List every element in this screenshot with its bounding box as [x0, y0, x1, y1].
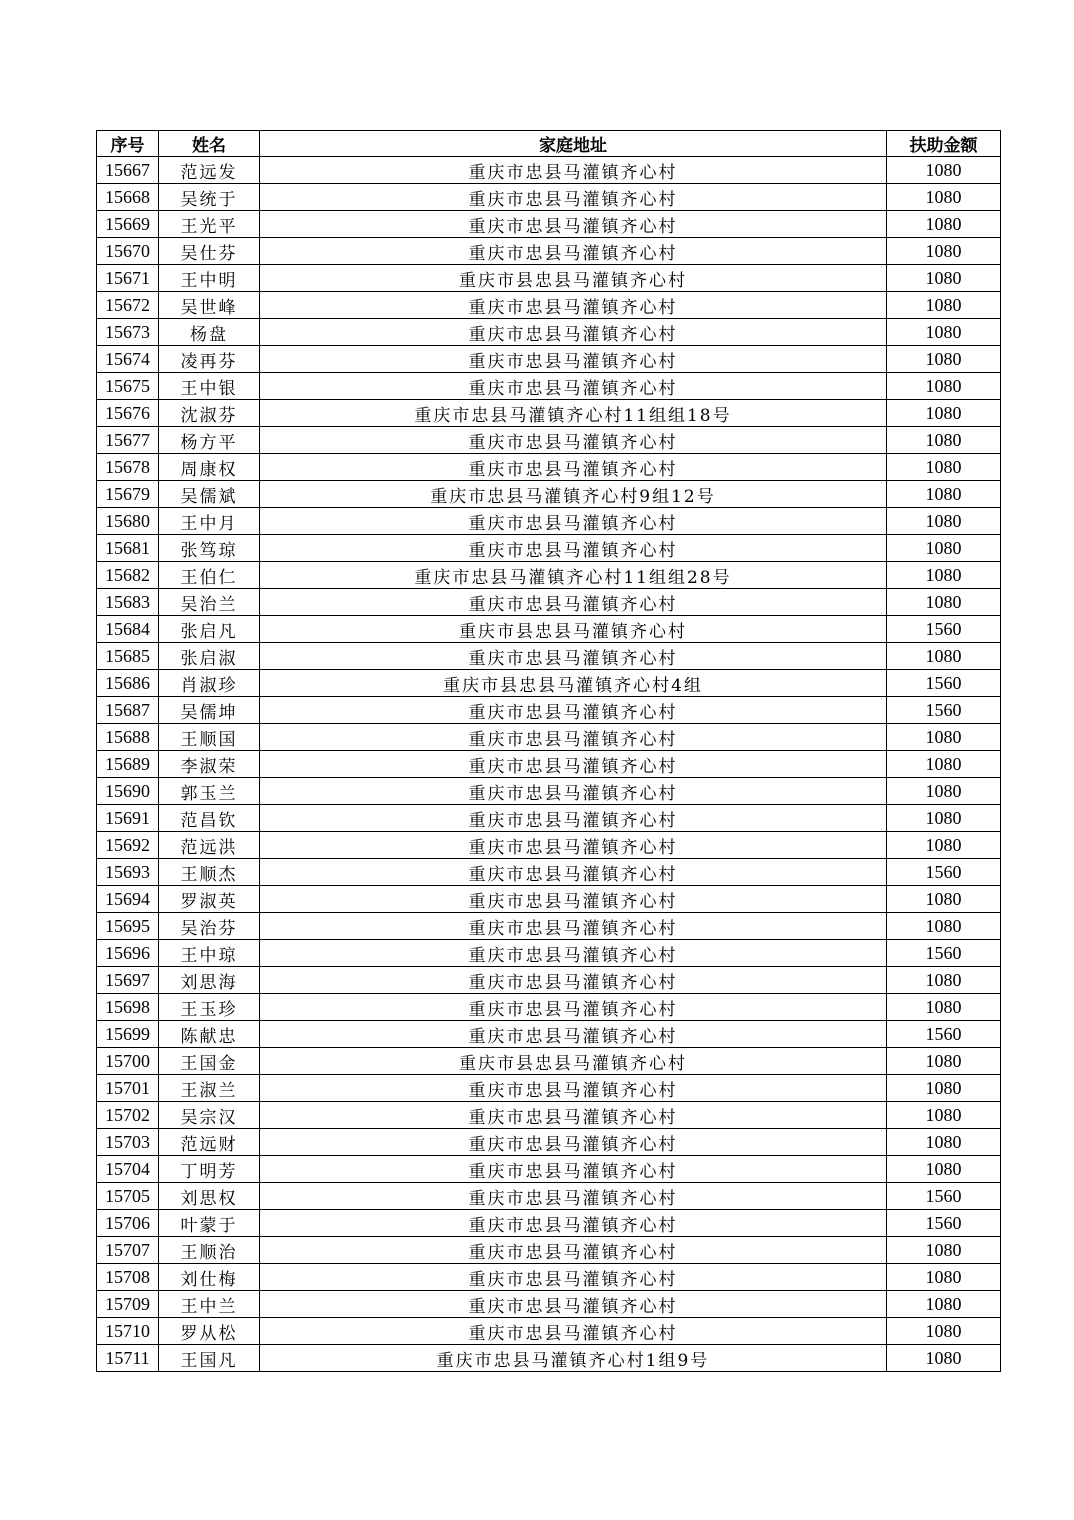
name-cell: 杨方平 [159, 427, 260, 454]
serial-number-cell: 15691 [97, 805, 159, 832]
aid-amount-cell: 1080 [887, 1129, 1001, 1156]
aid-amount-cell: 1560 [887, 1210, 1001, 1237]
address-cell: 重庆市忠县马灌镇齐心村 [260, 427, 887, 454]
serial-number-cell: 15678 [97, 454, 159, 481]
table-row [97, 1183, 1001, 1210]
aid-amount-cell: 1080 [887, 238, 1001, 265]
name-cell: 刘思海 [159, 967, 260, 994]
name-cell: 王伯仁 [159, 562, 260, 589]
serial-number-cell: 15687 [97, 697, 159, 724]
aid-amount-cell: 1080 [887, 265, 1001, 292]
name-cell: 范昌钦 [159, 805, 260, 832]
aid-amount-cell: 1080 [887, 832, 1001, 859]
aid-amount-cell: 1080 [887, 724, 1001, 751]
serial-number-cell: 15672 [97, 292, 159, 319]
serial-number-cell: 15702 [97, 1102, 159, 1129]
address-cell: 重庆市县忠县马灌镇齐心村 [260, 265, 887, 292]
table-body [97, 157, 1001, 1372]
serial-number-cell: 15690 [97, 778, 159, 805]
serial-number-cell: 15686 [97, 670, 159, 697]
address-cell: 重庆市忠县马灌镇齐心村 [260, 1129, 887, 1156]
address-cell: 重庆市忠县马灌镇齐心村 [260, 292, 887, 319]
aid-amount-cell: 1560 [887, 1021, 1001, 1048]
table-header [97, 131, 1001, 157]
table-row [97, 319, 1001, 346]
serial-number-cell: 15673 [97, 319, 159, 346]
serial-number-cell: 15689 [97, 751, 159, 778]
table-row [97, 292, 1001, 319]
aid-amount-cell: 1080 [887, 805, 1001, 832]
serial-number-cell: 15695 [97, 913, 159, 940]
serial-number-cell: 15681 [97, 535, 159, 562]
aid-amount-cell: 1560 [887, 1183, 1001, 1210]
header-row [97, 131, 1001, 157]
aid-amount-cell: 1080 [887, 1345, 1001, 1372]
address-cell: 重庆市忠县马灌镇齐心村 [260, 319, 887, 346]
table-row [97, 1345, 1001, 1372]
address-cell: 重庆市忠县马灌镇齐心村 [260, 940, 887, 967]
aid-amount-cell: 1080 [887, 427, 1001, 454]
table-row [97, 535, 1001, 562]
table-row [97, 805, 1001, 832]
name-cell: 张启淑 [159, 643, 260, 670]
name-cell: 吴治兰 [159, 589, 260, 616]
aid-amount-cell: 1080 [887, 643, 1001, 670]
table-row [97, 751, 1001, 778]
name-cell: 王光平 [159, 211, 260, 238]
address-cell: 重庆市忠县马灌镇齐心村 [260, 184, 887, 211]
serial-number-cell: 15705 [97, 1183, 159, 1210]
serial-number-cell: 15667 [97, 157, 159, 184]
aid-amount-cell: 1080 [887, 211, 1001, 238]
aid-amount-cell: 1080 [887, 1102, 1001, 1129]
table-row [97, 1264, 1001, 1291]
address-cell: 重庆市忠县马灌镇齐心村 [260, 508, 887, 535]
address-cell: 重庆市忠县马灌镇齐心村 [260, 454, 887, 481]
serial-number-cell: 15706 [97, 1210, 159, 1237]
name-cell: 陈献忠 [159, 1021, 260, 1048]
table-row [97, 940, 1001, 967]
serial-number-cell: 15693 [97, 859, 159, 886]
table-row [97, 670, 1001, 697]
serial-number-cell: 15675 [97, 373, 159, 400]
table-row [97, 697, 1001, 724]
aid-amount-cell: 1560 [887, 859, 1001, 886]
aid-amount-cell: 1080 [887, 967, 1001, 994]
address-cell: 重庆市忠县马灌镇齐心村 [260, 1075, 887, 1102]
address-cell: 重庆市忠县马灌镇齐心村 [260, 1183, 887, 1210]
name-cell: 刘仕梅 [159, 1264, 260, 1291]
aid-amount-cell: 1080 [887, 1318, 1001, 1345]
name-cell: 吴宗汉 [159, 1102, 260, 1129]
serial-number-cell: 15683 [97, 589, 159, 616]
serial-number-cell: 15699 [97, 1021, 159, 1048]
table-row [97, 1048, 1001, 1075]
table-row [97, 157, 1001, 184]
table-row [97, 616, 1001, 643]
aid-amount-cell: 1080 [887, 778, 1001, 805]
name-cell: 范远财 [159, 1129, 260, 1156]
name-cell: 王国凡 [159, 1345, 260, 1372]
serial-number-cell: 15692 [97, 832, 159, 859]
table-row [97, 1318, 1001, 1345]
header-home-address: 家庭地址 [260, 131, 887, 157]
address-cell: 重庆市忠县马灌镇齐心村 [260, 859, 887, 886]
aid-amount-cell: 1080 [887, 886, 1001, 913]
aid-amount-cell: 1080 [887, 535, 1001, 562]
name-cell: 王顺国 [159, 724, 260, 751]
address-cell: 重庆市忠县马灌镇齐心村11组组28号 [260, 562, 887, 589]
name-cell: 李淑荣 [159, 751, 260, 778]
name-cell: 罗淑英 [159, 886, 260, 913]
address-cell: 重庆市忠县马灌镇齐心村 [260, 1291, 887, 1318]
table-row [97, 508, 1001, 535]
serial-number-cell: 15668 [97, 184, 159, 211]
table-row [97, 1156, 1001, 1183]
serial-number-cell: 15710 [97, 1318, 159, 1345]
aid-amount-cell: 1080 [887, 994, 1001, 1021]
serial-number-cell: 15711 [97, 1345, 159, 1372]
serial-number-cell: 15703 [97, 1129, 159, 1156]
name-cell: 吴统于 [159, 184, 260, 211]
address-cell: 重庆市忠县马灌镇齐心村 [260, 886, 887, 913]
name-cell: 郭玉兰 [159, 778, 260, 805]
table-row [97, 832, 1001, 859]
table-row [97, 859, 1001, 886]
name-cell: 吴仕芬 [159, 238, 260, 265]
table-row [97, 724, 1001, 751]
serial-number-cell: 15697 [97, 967, 159, 994]
address-cell: 重庆市忠县马灌镇齐心村 [260, 1264, 887, 1291]
name-cell: 肖淑珍 [159, 670, 260, 697]
name-cell: 罗从松 [159, 1318, 260, 1345]
name-cell: 王国金 [159, 1048, 260, 1075]
name-cell: 王中银 [159, 373, 260, 400]
serial-number-cell: 15674 [97, 346, 159, 373]
aid-amount-cell: 1080 [887, 751, 1001, 778]
name-cell: 叶蒙于 [159, 1210, 260, 1237]
address-cell: 重庆市忠县马灌镇齐心村 [260, 697, 887, 724]
name-cell: 吴儒坤 [159, 697, 260, 724]
table-row [97, 427, 1001, 454]
aid-amount-cell: 1080 [887, 373, 1001, 400]
address-cell: 重庆市忠县马灌镇齐心村1组9号 [260, 1345, 887, 1372]
serial-number-cell: 15676 [97, 400, 159, 427]
table-row [97, 1102, 1001, 1129]
address-cell: 重庆市忠县马灌镇齐心村11组组18号 [260, 400, 887, 427]
table-row [97, 454, 1001, 481]
address-cell: 重庆市忠县马灌镇齐心村 [260, 1237, 887, 1264]
header-serial-number: 序号 [97, 131, 159, 157]
serial-number-cell: 15698 [97, 994, 159, 1021]
table-row [97, 481, 1001, 508]
address-cell: 重庆市忠县马灌镇齐心村 [260, 751, 887, 778]
name-cell: 王中明 [159, 265, 260, 292]
name-cell: 吴儒斌 [159, 481, 260, 508]
table-row [97, 778, 1001, 805]
aid-amount-cell: 1080 [887, 562, 1001, 589]
name-cell: 张启凡 [159, 616, 260, 643]
name-cell: 沈淑芬 [159, 400, 260, 427]
address-cell: 重庆市忠县马灌镇齐心村 [260, 832, 887, 859]
table-row [97, 1129, 1001, 1156]
address-cell: 重庆市忠县马灌镇齐心村 [260, 778, 887, 805]
table-row [97, 994, 1001, 1021]
serial-number-cell: 15682 [97, 562, 159, 589]
aid-amount-cell: 1080 [887, 913, 1001, 940]
table-row [97, 1021, 1001, 1048]
name-cell: 周康权 [159, 454, 260, 481]
name-cell: 杨盘 [159, 319, 260, 346]
address-cell: 重庆市忠县马灌镇齐心村 [260, 373, 887, 400]
name-cell: 王顺治 [159, 1237, 260, 1264]
table-row [97, 400, 1001, 427]
name-cell: 王中兰 [159, 1291, 260, 1318]
name-cell: 吴世峰 [159, 292, 260, 319]
address-cell: 重庆市忠县马灌镇齐心村 [260, 211, 887, 238]
aid-amount-cell: 1080 [887, 1075, 1001, 1102]
address-cell: 重庆市忠县马灌镇齐心村 [260, 1021, 887, 1048]
table-row [97, 238, 1001, 265]
serial-number-cell: 15685 [97, 643, 159, 670]
table-row [97, 886, 1001, 913]
name-cell: 范远发 [159, 157, 260, 184]
aid-amount-cell: 1080 [887, 1237, 1001, 1264]
table-row [97, 373, 1001, 400]
serial-number-cell: 15700 [97, 1048, 159, 1075]
serial-number-cell: 15696 [97, 940, 159, 967]
aid-recipient-table [96, 130, 1001, 1372]
table-row [97, 1210, 1001, 1237]
name-cell: 张笃琼 [159, 535, 260, 562]
serial-number-cell: 15701 [97, 1075, 159, 1102]
name-cell: 王中月 [159, 508, 260, 535]
table-row [97, 211, 1001, 238]
table-row [97, 1291, 1001, 1318]
aid-amount-cell: 1080 [887, 1291, 1001, 1318]
aid-amount-cell: 1560 [887, 670, 1001, 697]
serial-number-cell: 15709 [97, 1291, 159, 1318]
serial-number-cell: 15671 [97, 265, 159, 292]
table-row [97, 967, 1001, 994]
aid-amount-cell: 1080 [887, 157, 1001, 184]
aid-amount-cell: 1080 [887, 1048, 1001, 1075]
table-row [97, 589, 1001, 616]
table-row [97, 184, 1001, 211]
table-row [97, 643, 1001, 670]
name-cell: 王中琼 [159, 940, 260, 967]
table-row [97, 913, 1001, 940]
table-row [97, 562, 1001, 589]
name-cell: 凌再芬 [159, 346, 260, 373]
aid-amount-cell: 1080 [887, 481, 1001, 508]
address-cell: 重庆市忠县马灌镇齐心村 [260, 238, 887, 265]
serial-number-cell: 15679 [97, 481, 159, 508]
serial-number-cell: 15677 [97, 427, 159, 454]
serial-number-cell: 15670 [97, 238, 159, 265]
aid-amount-cell: 1080 [887, 400, 1001, 427]
aid-amount-cell: 1080 [887, 508, 1001, 535]
address-cell: 重庆市忠县马灌镇齐心村 [260, 643, 887, 670]
table-row [97, 346, 1001, 373]
aid-amount-cell: 1080 [887, 292, 1001, 319]
header-name: 姓名 [159, 131, 260, 157]
serial-number-cell: 15708 [97, 1264, 159, 1291]
address-cell: 重庆市忠县马灌镇齐心村 [260, 1156, 887, 1183]
aid-amount-cell: 1560 [887, 697, 1001, 724]
address-cell: 重庆市忠县马灌镇齐心村 [260, 967, 887, 994]
aid-amount-cell: 1560 [887, 616, 1001, 643]
name-cell: 吴治芬 [159, 913, 260, 940]
aid-amount-cell: 1080 [887, 589, 1001, 616]
aid-amount-cell: 1560 [887, 940, 1001, 967]
address-cell: 重庆市忠县马灌镇齐心村 [260, 1210, 887, 1237]
address-cell: 重庆市县忠县马灌镇齐心村4组 [260, 670, 887, 697]
serial-number-cell: 15680 [97, 508, 159, 535]
aid-amount-cell: 1080 [887, 184, 1001, 211]
address-cell: 重庆市县忠县马灌镇齐心村 [260, 616, 887, 643]
address-cell: 重庆市忠县马灌镇齐心村 [260, 346, 887, 373]
serial-number-cell: 15684 [97, 616, 159, 643]
aid-amount-cell: 1080 [887, 454, 1001, 481]
table-row [97, 265, 1001, 292]
aid-amount-cell: 1080 [887, 1264, 1001, 1291]
address-cell: 重庆市忠县马灌镇齐心村 [260, 535, 887, 562]
table-row [97, 1237, 1001, 1264]
address-cell: 重庆市县忠县马灌镇齐心村 [260, 1048, 887, 1075]
name-cell: 范远洪 [159, 832, 260, 859]
address-cell: 重庆市忠县马灌镇齐心村 [260, 157, 887, 184]
address-cell: 重庆市忠县马灌镇齐心村 [260, 913, 887, 940]
aid-amount-cell: 1080 [887, 319, 1001, 346]
serial-number-cell: 15669 [97, 211, 159, 238]
aid-amount-cell: 1080 [887, 1156, 1001, 1183]
name-cell: 王顺杰 [159, 859, 260, 886]
address-cell: 重庆市忠县马灌镇齐心村 [260, 1102, 887, 1129]
serial-number-cell: 15694 [97, 886, 159, 913]
serial-number-cell: 15688 [97, 724, 159, 751]
name-cell: 王淑兰 [159, 1075, 260, 1102]
address-cell: 重庆市忠县马灌镇齐心村9组12号 [260, 481, 887, 508]
table-row [97, 1075, 1001, 1102]
address-cell: 重庆市忠县马灌镇齐心村 [260, 1318, 887, 1345]
address-cell: 重庆市忠县马灌镇齐心村 [260, 724, 887, 751]
name-cell: 王玉珍 [159, 994, 260, 1021]
address-cell: 重庆市忠县马灌镇齐心村 [260, 589, 887, 616]
name-cell: 刘思权 [159, 1183, 260, 1210]
serial-number-cell: 15704 [97, 1156, 159, 1183]
header-aid-amount: 扶助金额 [887, 131, 1001, 157]
address-cell: 重庆市忠县马灌镇齐心村 [260, 994, 887, 1021]
address-cell: 重庆市忠县马灌镇齐心村 [260, 805, 887, 832]
name-cell: 丁明芳 [159, 1156, 260, 1183]
aid-amount-cell: 1080 [887, 346, 1001, 373]
serial-number-cell: 15707 [97, 1237, 159, 1264]
